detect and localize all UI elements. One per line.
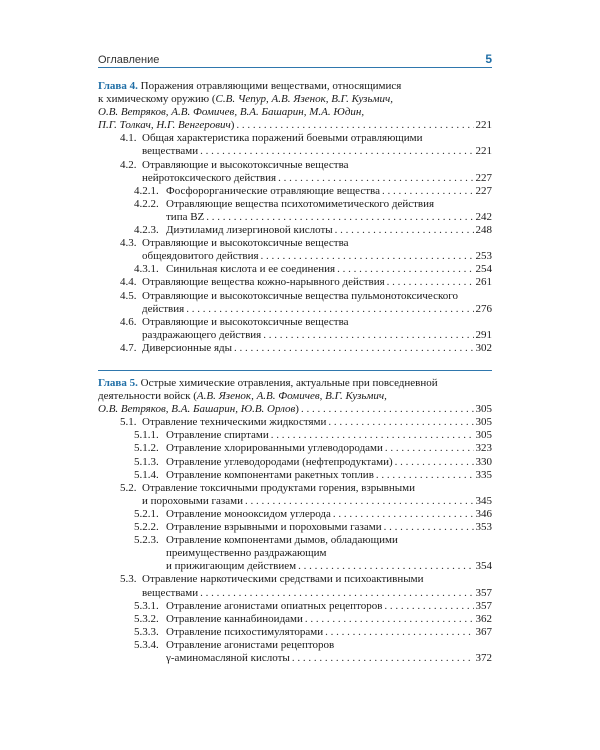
leader-dots [234,342,473,355]
chapter-4-authors-line2: С.В. Чепур, А.В. Язенок, В.Г. Кузьмич, [215,93,393,106]
leader-dots [325,626,473,639]
toc-entry-text: Отравление агонистами рецепторов [166,638,335,651]
leader-dots [298,560,473,573]
toc-entry-text: Отравление спиртами [166,429,269,442]
toc-entry-page: 221 [475,145,492,158]
toc-entry-text: нейротоксического действия [142,171,277,184]
toc-entry[interactable] [98,276,492,289]
toc-entry-text: типа BZ [166,210,205,223]
chapter-5-title-line2: деятельности войск ( [98,390,197,403]
toc-entry[interactable] [98,342,492,355]
chapter-4-page: 221 [475,119,492,132]
toc-entry-text: Общая характеристика поражений боевыми отравляющими [142,132,423,145]
chapter-4-entries [98,132,492,355]
toc-entry[interactable] [98,469,492,482]
toc-entry-number: 5.1.2. [134,442,159,455]
toc-entry-text: Отравление хлорированными углеводородами [166,442,383,455]
toc-entry[interactable] [98,198,492,224]
leader-dots [384,600,473,613]
toc-entry-page: 261 [475,276,492,289]
toc-entry-text: преимущественно раздражающим [166,547,327,560]
toc-entry-page: 354 [475,560,492,573]
chapter-4-authors-line3: О.В. Ветряков, А.В. Фомичев, В.А. Башарин, М.А. Юдин, [98,106,365,119]
toc-entry-text: Отравление психостимуляторами [166,625,324,638]
toc-entry-number: 5.2. [120,481,137,494]
leader-dots [384,521,474,534]
toc-entry-number: 5.3.4. [134,638,159,651]
toc-entry[interactable] [98,521,492,534]
toc-entry-page: 323 [475,442,492,455]
chapter-4-title-line1: Поражения отравляющими веществами, относящимися [137,80,402,92]
toc-entry-text: Отравляющие и высокотоксичные вещества [142,237,349,250]
leader-dots [376,469,474,482]
toc-entry[interactable] [98,626,492,639]
chapter-4-block [98,80,492,355]
toc-entry-number: 5.3.3. [134,625,159,638]
toc-entry-page: 305 [475,429,492,442]
leader-dots [328,416,473,429]
toc-entry-page: 372 [475,651,492,664]
toc-entry-text: Диверсионные яды [142,341,233,354]
toc-entry-text: и пороховыми газами [142,494,243,507]
chapter-5-page: 305 [475,403,492,416]
chapter-divider-rule [98,370,492,371]
toc-entry-number: 5.1.4. [134,468,159,481]
leader-dots [200,145,473,158]
toc-entry[interactable] [98,224,492,237]
toc-entry-page: 305 [475,416,492,429]
toc-entry[interactable] [98,416,492,429]
toc-entry-page: 276 [475,302,492,315]
toc-entry-page: 362 [475,612,492,625]
toc-entry-number: 5.3.2. [134,612,159,625]
toc-entry-text: Отравление техническими жидкостями [142,416,327,429]
chapter-5-authors-line3: О.В. Ветряков, В.А. Башарин, Ю.В. Орлов [98,403,296,416]
leader-dots [278,172,473,185]
toc-entry[interactable] [98,429,492,442]
toc-entry-number: 5.3.1. [134,599,159,612]
chapter-5-entries [98,416,492,665]
toc-entry-number: 5.1.3. [134,455,159,468]
toc-entry-text: Отравляющие и высокотоксичные вещества [142,158,349,171]
toc-entry-text: раздражающего действия [142,328,262,341]
toc-entry[interactable] [98,613,492,626]
toc-entry-number: 4.5. [120,289,137,302]
leader-dots [337,263,473,276]
chapter-4-close-paren: ) [230,119,235,132]
toc-entry-number: 5.1. [120,416,137,429]
toc-entry-number: 5.3. [120,573,137,586]
toc-entry-text: γ-аминомасляной кислоты [166,651,290,664]
toc-entry-text: Синильная кислота и ее соединения [166,263,336,276]
leader-dots [335,224,474,237]
toc-entry-number: 4.2.1. [134,184,159,197]
toc-entry[interactable] [98,456,492,469]
leader-dots [385,442,474,455]
chapter-4-label: Глава 4. [98,80,138,92]
toc-entry[interactable] [98,132,492,158]
leader-dots [305,613,474,626]
toc-entry-text: и прижигающим действием [166,560,297,573]
toc-entry-page: 248 [475,224,492,237]
leader-dots [333,508,474,521]
toc-entry-page: 335 [475,468,492,481]
toc-entry-text: Отравление компонентами ракетных топлив [166,468,374,481]
toc-entry-text: Отравляющие и высокотоксичные вещества пульмонотоксического [142,289,458,302]
toc-entry-page: 357 [475,586,492,599]
leader-dots [261,250,474,263]
toc-entry[interactable] [98,508,492,521]
toc-entry-page: 357 [475,599,492,612]
toc-entry-text: Отравление компонентами дымов, обладающими [166,534,398,547]
toc-entry-number: 4.2.2. [134,197,159,210]
toc-entry-number: 4.7. [120,341,137,354]
toc-entry-text: действия [142,302,185,315]
toc-entry-page: 291 [475,328,492,341]
toc-entry-page: 302 [475,341,492,354]
toc-entry[interactable] [98,534,492,573]
toc-entry[interactable] [98,263,492,276]
toc-entry-text: Отравление токсичными продуктами горения, взрывными [142,481,415,494]
toc-entry-text: Отравление монооксидом углерода [166,507,331,520]
toc-entry-number: 5.1.1. [134,429,159,442]
toc-entry-number: 4.3. [120,237,137,250]
toc-entry-page: 367 [475,625,492,638]
toc-entry-page: 253 [475,250,492,263]
toc-entry-text: Фосфорорганические отравляющие вещества [166,184,380,197]
toc-entry[interactable] [98,600,492,613]
leader-dots [387,276,474,289]
toc-entry-text: веществами [142,586,199,599]
toc-entry[interactable] [98,237,492,263]
chapter-5-block [98,377,492,665]
leader-dots [271,429,474,442]
toc-entry-number: 4.4. [120,276,137,289]
chapter-4-authors-line4: П.Г. Толкач, Н.Г. Венгерович [98,119,231,132]
toc-entry-text: Отравление взрывными и пороховыми газами [166,521,382,534]
toc-entry-number: 5.2.2. [134,521,159,534]
toc-entry-page: 242 [475,210,492,223]
toc-entry-page: 227 [475,171,492,184]
toc-entry-text: общеядовитого действия [142,250,259,263]
chapter-5-title-line1: Острые химические отравления, актуальные при повседневной [137,377,438,389]
toc-entry-number: 4.2. [120,158,137,171]
toc-entry-number: 5.2.3. [134,534,159,547]
toc-entry-text: Отравление агонистами опиатных рецепторов [166,599,383,612]
toc-entry-page: 254 [475,263,492,276]
leader-dots [236,119,473,132]
chapter-5-heading[interactable] [98,377,492,416]
chapter-5-close-paren: ) [295,403,299,416]
toc-entry-number: 4.3.1. [134,263,159,276]
toc-entry-page: 346 [475,507,492,520]
toc-entry[interactable] [98,573,492,599]
chapter-4-title-line2: к химическому оружию ( [98,93,216,106]
leader-dots [301,403,474,416]
leader-dots [245,495,474,508]
toc-entry[interactable] [98,639,492,665]
toc-entry-text: Отравление наркотическими средствами и психоактивными [142,573,424,586]
leader-dots [200,587,473,600]
toc-entry-text: Отравляющие вещества кожно-нарывного действия [142,276,385,289]
toc-entry-text: Диэтиламид лизергиновой кислоты [166,224,333,237]
leader-dots [292,652,474,665]
chapter-5-label: Глава 5. [98,377,138,389]
toc-entry[interactable] [98,482,492,508]
toc-entry-page: 353 [475,521,492,534]
leader-dots [382,185,474,198]
toc-entry-text: Отравляющие вещества психотомиметического действия [166,197,435,210]
page-header [98,52,492,66]
leader-dots [395,456,474,469]
header-rule [98,67,492,68]
toc-entry-number: 5.2.1. [134,507,159,520]
leader-dots [263,329,473,342]
leader-dots [206,211,473,224]
toc-entry-text: Отравляющие и высокотоксичные вещества [142,315,349,328]
toc-entry[interactable] [98,185,492,198]
toc-entry[interactable] [98,159,492,185]
page-number: 5 [485,52,492,66]
toc-entry[interactable] [98,290,492,316]
toc-entry-text: Отравление каннабиноидами [166,612,303,625]
toc-entry-text: веществами [142,145,199,158]
toc-entry-number: 4.6. [120,315,137,328]
toc-entry-text: Отравление углеводородами (нефтепродуктами) [166,455,393,468]
toc-entry-number: 4.2.3. [134,224,159,237]
toc-entry-page: 330 [475,455,492,468]
toc-entry-page: 345 [475,494,492,507]
chapter-5-authors-line2: А.В. Язенок, А.В. Фомичев, В.Г. Кузьмич, [196,390,387,403]
toc-entry[interactable] [98,442,492,455]
chapter-4-heading[interactable] [98,80,492,132]
running-title: Оглавление [98,54,160,66]
toc-entry-page: 227 [475,184,492,197]
toc-entry[interactable] [98,316,492,342]
toc-entry-number: 4.1. [120,132,137,145]
leader-dots [186,303,473,316]
